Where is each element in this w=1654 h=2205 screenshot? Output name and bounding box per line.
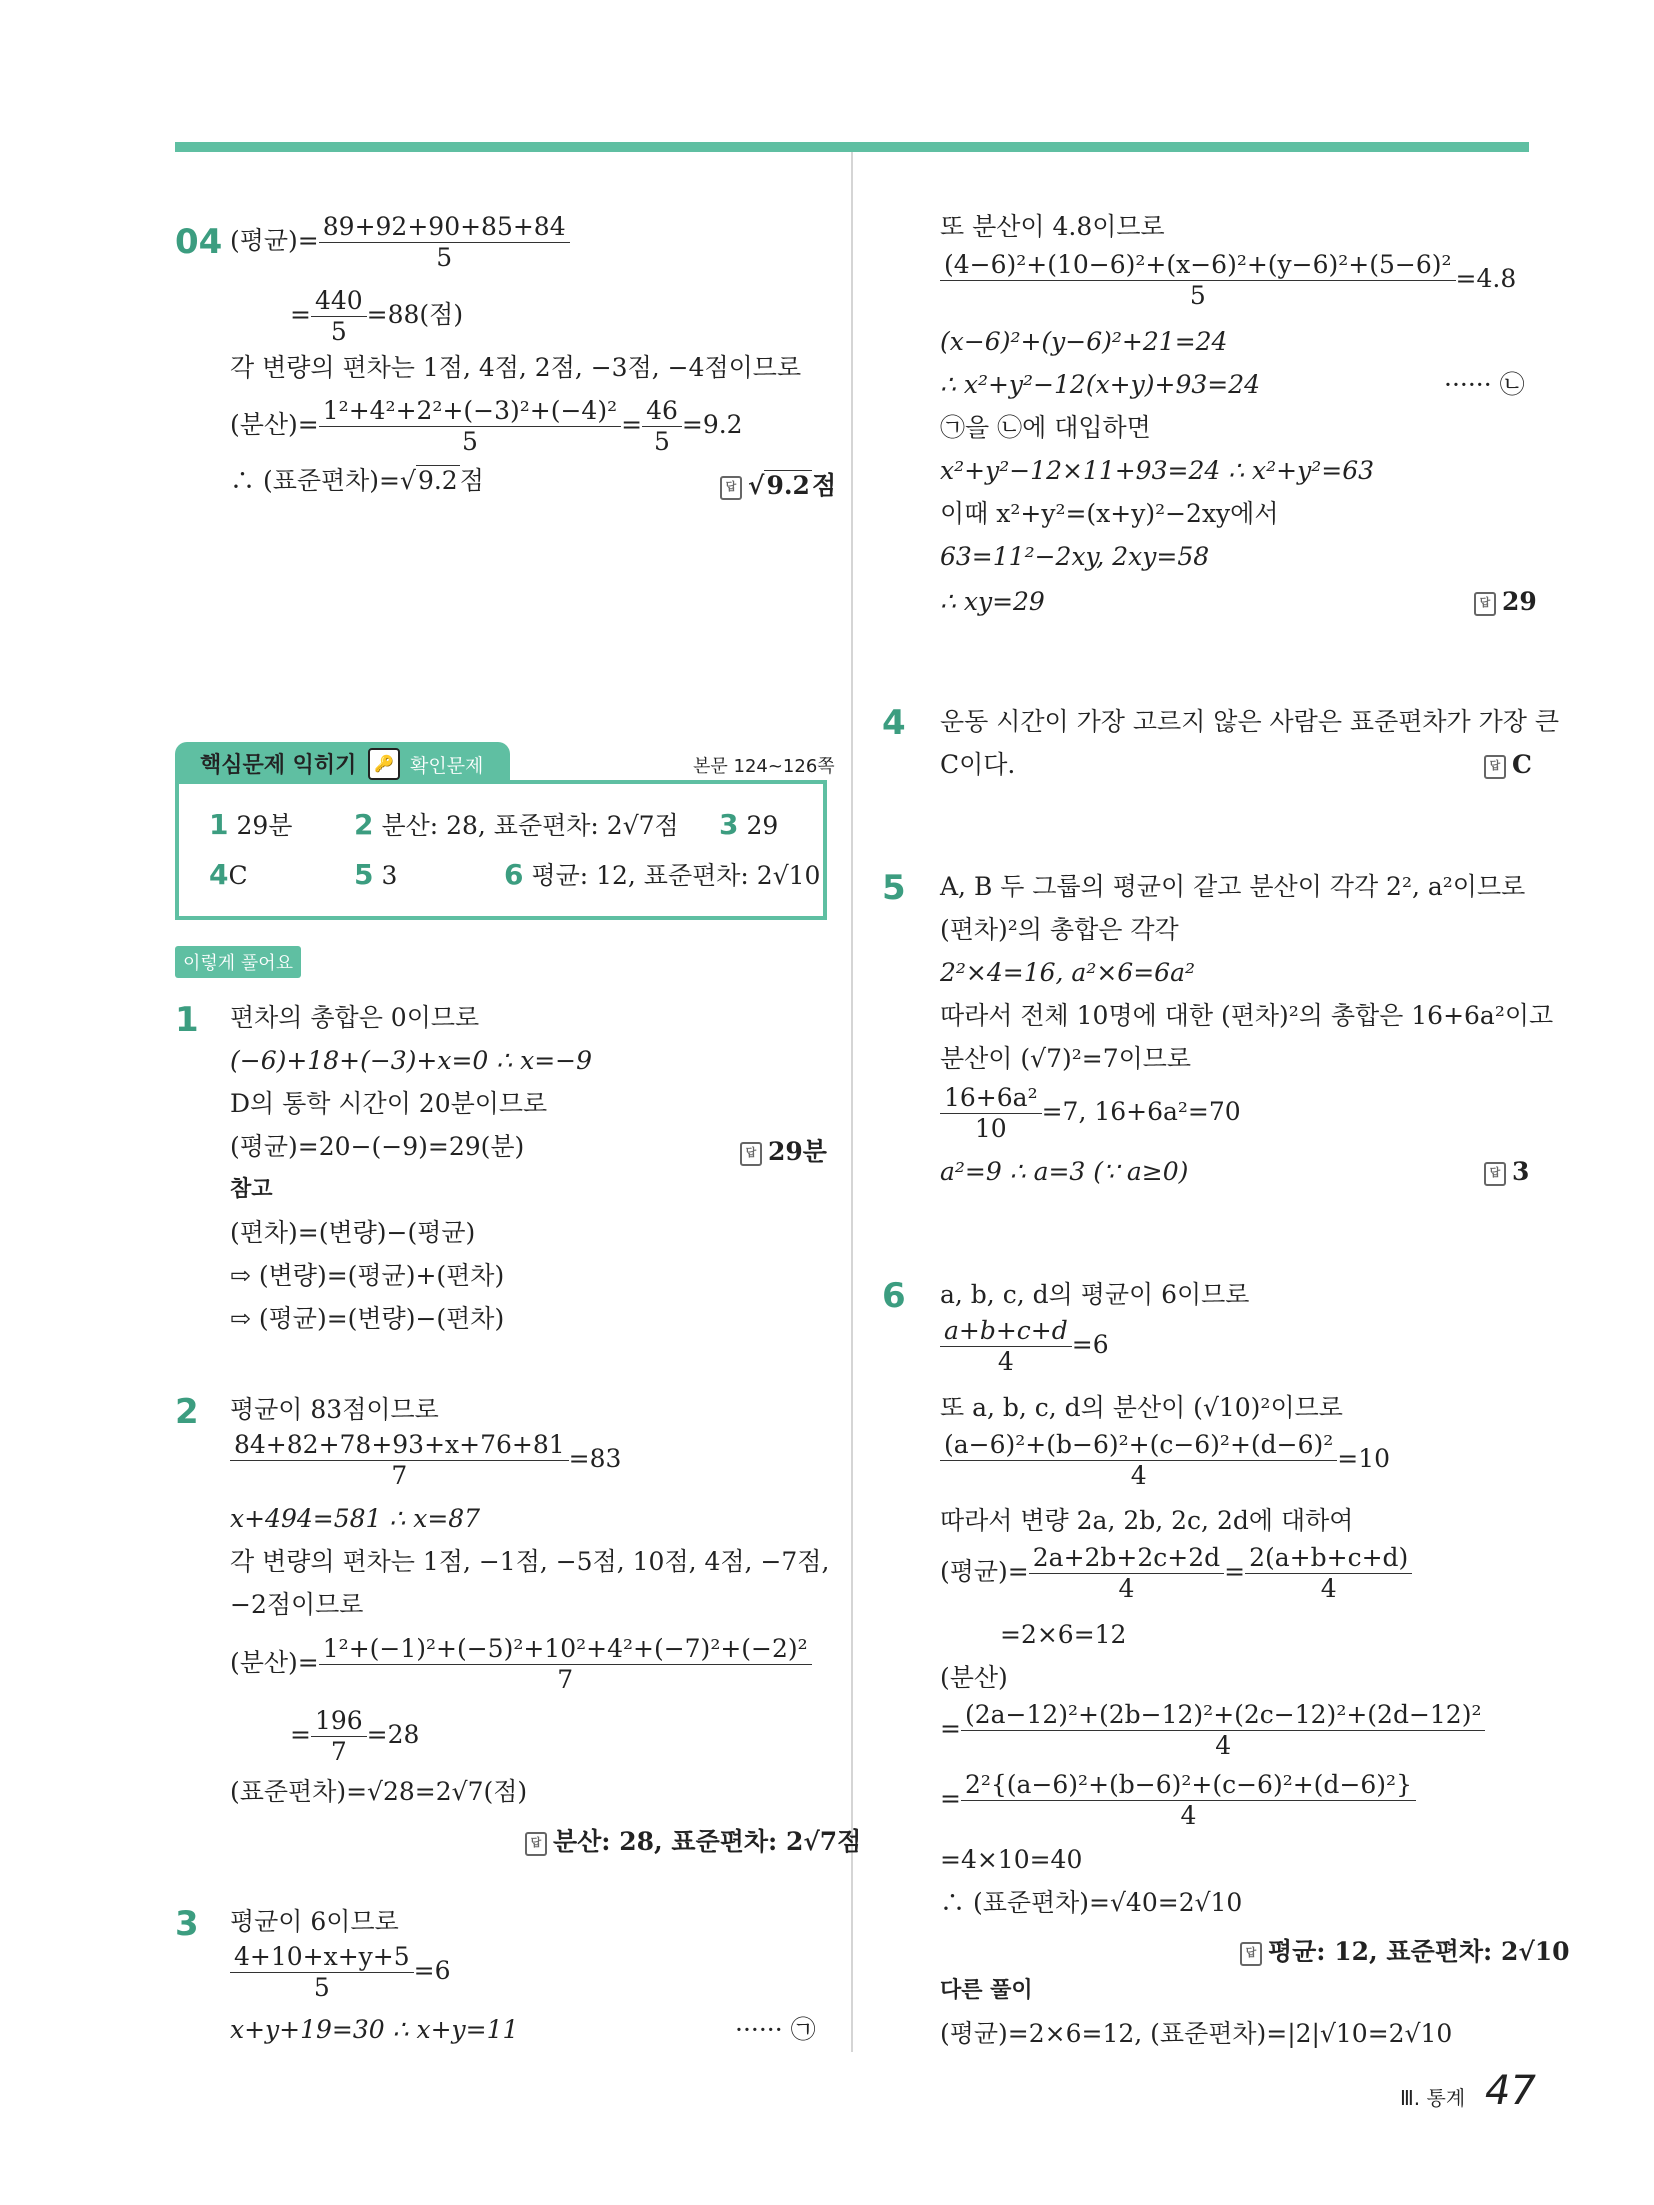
fraction-numerator: 2(a+b+c+d) xyxy=(1245,1543,1412,1574)
p2-line1: 평균이 83점이므로 xyxy=(230,1395,439,1424)
fraction xyxy=(940,250,1456,311)
answer-icon: 답 xyxy=(1484,755,1506,779)
fraction xyxy=(961,1770,1416,1831)
p6-mean-lhs: (평균)= xyxy=(940,1557,1029,1586)
answer-1: 29분 xyxy=(236,811,293,840)
fraction-numerator: 4+10+x+y+5 xyxy=(230,1942,414,1973)
p04-var-rest: =9.2 xyxy=(681,410,743,439)
fraction-denominator: 5 xyxy=(436,243,453,272)
p3-line1: 평균이 6이므로 xyxy=(230,1907,399,1936)
p2-var-lhs: (분산)= xyxy=(230,1648,319,1677)
p04-sd-pre: ∴ (표준편차)= xyxy=(230,466,401,495)
solution-badge: 이렇게 풀어요 xyxy=(175,946,301,978)
answer-icon: 답 xyxy=(1484,1162,1506,1186)
p2-variance2: = $\frac{196}{7}$ =28 xyxy=(290,1706,420,1766)
p2-variance xyxy=(230,1634,812,1695)
p04-answer: 답 √9.2점 xyxy=(720,466,836,502)
answer-icon: 답 xyxy=(740,1142,762,1166)
p04-sd-radicand: 9.2 xyxy=(417,466,458,495)
answer-3: 29 xyxy=(746,811,779,840)
p3-line8: ㉠을 ㉡에 대입하면 xyxy=(940,413,1151,442)
fraction xyxy=(961,1700,1486,1761)
p3-frac-rest: =6 xyxy=(413,1956,451,1985)
p4-line1: 운동 시간이 가장 고르지 않은 사람은 표준편차가 가장 큰 xyxy=(940,707,1560,736)
p5-answer-text: 3 xyxy=(1512,1157,1530,1186)
answer-2: 분산: 28, 표준편차: 2√7점 xyxy=(381,811,679,840)
p5-line7: a²=9 ∴ a=3 (∵ a≥0) xyxy=(940,1157,1189,1186)
p1-answer-text: 29분 xyxy=(768,1137,827,1166)
fraction xyxy=(319,212,570,273)
fraction xyxy=(1245,1543,1412,1604)
answer-box-subtitle: 확인문제 xyxy=(410,755,484,777)
p2-v2-rest: =28 xyxy=(366,1720,420,1749)
p6-answer-text: 평균: 12, 표준편차: 2√10 xyxy=(1268,1937,1570,1966)
p4-line2: C이다. xyxy=(940,750,1016,779)
p2-frac1 xyxy=(230,1430,621,1491)
p1-line1: 편차의 총합은 0이므로 xyxy=(230,1003,480,1032)
answer-4-number: 4 xyxy=(209,858,229,891)
p6-frac2 xyxy=(940,1430,1390,1491)
fraction-numerator: (2a−12)²+(2b−12)²+(2c−12)²+(2d−12)² xyxy=(961,1700,1486,1731)
answer-icon: 답 xyxy=(1474,592,1496,616)
p6-alt-line: (평균)=2×6=12, (표준편차)=|2|√10=2√10 xyxy=(940,2019,1453,2048)
fraction-numerator: 440 xyxy=(311,286,367,317)
p3-tag1: ······ ㉠ xyxy=(735,2015,816,2044)
p2-frac1-rest: =83 xyxy=(568,1444,622,1473)
p04-mean xyxy=(230,212,570,273)
p2-answer xyxy=(525,1822,861,1858)
fraction-numerator: 89+92+90+85+84 xyxy=(319,212,570,243)
p04-answer-radicand: 9.2 xyxy=(766,471,810,500)
p04-var-lhs: (분산)= xyxy=(230,410,319,439)
p3-line6: (x−6)²+(y−6)²+21=24 xyxy=(940,327,1228,356)
p5-answer xyxy=(1484,1157,1529,1186)
p6-line11: =4×10=40 xyxy=(940,1845,1083,1874)
fraction-denominator: 5 xyxy=(1189,281,1206,310)
answer-2-number: 2 xyxy=(354,808,374,841)
page-reference: 본문 124~126쪽 xyxy=(693,756,835,777)
p04-variance: (분산)= $\frac{\text{1²+4²+2²+(−3)²+(−4)²}}{5}$ = $\frac{46}{5}$ =9.2 xyxy=(230,396,743,456)
p1-ref-line1: (편차)=(변량)−(평균) xyxy=(230,1218,476,1247)
fraction xyxy=(642,396,682,457)
fraction xyxy=(940,1316,1072,1377)
p04-dev-text: 각 변량의 편차는 1점, 4점, 2점, −3점, −4점이므로 xyxy=(230,353,802,382)
fraction-denominator: 4 xyxy=(997,1347,1014,1376)
fraction xyxy=(319,1634,812,1695)
p3-line10: 이때 x²+y²=(x+y)²−2xy에서 xyxy=(940,499,1279,528)
p6-alt-label: 다른 풀이 xyxy=(940,1978,1033,2003)
p2-line5: −2점이므로 xyxy=(230,1590,364,1619)
fraction-numerator: 1²+4²+2²+(−3)²+(−4)² xyxy=(319,396,621,427)
problem-4-number: 4 xyxy=(882,703,906,743)
p6-line7: =2×6=12 xyxy=(1000,1620,1127,1649)
answer-6: 평균: 12, 표준편차: 2√10 xyxy=(531,861,821,890)
fraction-denominator: 4 xyxy=(1118,1574,1135,1603)
p3-line9: x²+y²−12×11+93=24 ∴ x²+y²=63 xyxy=(940,456,1375,485)
p1-ref-line2: ⇨ (변량)=(평균)+(편차) xyxy=(230,1261,505,1290)
p3-answer xyxy=(1474,587,1537,616)
fraction-denominator: 4 xyxy=(1320,1574,1337,1603)
problem-6-number: 6 xyxy=(882,1276,906,1316)
fraction-denominator: 10 xyxy=(974,1114,1007,1143)
fraction-denominator: 5 xyxy=(654,427,670,456)
answer-4: C xyxy=(228,861,248,890)
p04-answer-unit: 점 xyxy=(811,471,837,500)
p04-eq2-rest: =88(점) xyxy=(366,300,464,329)
answer-box-title: 핵심문제 익히기 xyxy=(200,753,357,778)
p3-line4: 또 분산이 4.8이므로 xyxy=(940,212,1165,241)
fraction xyxy=(940,1430,1337,1491)
fraction-numerator: a+b+c+d xyxy=(940,1316,1072,1347)
p5-frac xyxy=(940,1083,1241,1144)
p6-mean: (평균)= $\frac{2a+2b+2c+2d}{4}$ = $\frac{2(a+b+c+d)}{4}$ xyxy=(940,1543,1412,1604)
p6-frac2-rest: =10 xyxy=(1337,1444,1391,1473)
p3-line3: x+y+19=30 ∴ x+y=11 xyxy=(230,2015,519,2044)
p1-line3: D의 통학 시간이 20분이므로 xyxy=(230,1089,548,1118)
answer-icon: 답 xyxy=(720,476,742,500)
p6-line8: (분산) xyxy=(940,1663,1008,1692)
p2-line3: x+494=581 ∴ x=87 xyxy=(230,1504,481,1533)
p3-var-rest: =4.8 xyxy=(1455,264,1517,293)
p5-line2: (편차)²의 총합은 각각 xyxy=(940,915,1179,944)
p04-mean-lhs: (평균)= xyxy=(230,226,319,255)
fraction-denominator: 4 xyxy=(1130,1461,1147,1490)
p6-var2: = $\frac{\text{2²\{(a−6)²+(b−6)²+(c−6)²+(d−6)²\}}}{4}$ xyxy=(940,1770,1416,1831)
answer-icon: 답 xyxy=(525,1832,547,1856)
answer-1-number: 1 xyxy=(209,808,229,841)
fraction-numerator: 196 xyxy=(311,1706,367,1737)
p1-line2: (−6)+18+(−3)+x=0 ∴ x=−9 xyxy=(230,1046,593,1075)
fraction xyxy=(1029,1543,1224,1604)
p6-line5: 따라서 변량 2a, 2b, 2c, 2d에 대하여 xyxy=(940,1506,1354,1535)
fraction-denominator: 4 xyxy=(1180,1801,1197,1830)
p1-reference-label: 참고 xyxy=(230,1177,273,1202)
p6-answer xyxy=(1240,1932,1570,1968)
fraction-denominator: 5 xyxy=(330,317,347,346)
p3-line7: ∴ x²+y²−12(x+y)+93=24 xyxy=(940,370,1261,399)
fraction xyxy=(940,1083,1042,1144)
fraction-numerator: 2²{(a−6)²+(b−6)²+(c−6)²+(d−6)²} xyxy=(961,1770,1416,1801)
p4-answer xyxy=(1484,750,1532,779)
p3-line12: ∴ xy=29 xyxy=(940,587,1045,616)
problem-04-number: 04 xyxy=(175,222,223,262)
fraction xyxy=(230,1942,414,2003)
p5-line5: 분산이 (√7)²=7이므로 xyxy=(940,1044,1192,1073)
p5-line3: 2²×4=16, a²×6=6a² xyxy=(940,958,1195,987)
p5-line4: 따라서 전체 10명에 대한 (편차)²의 총합은 16+6a²이고 xyxy=(940,1001,1554,1030)
p6-line12: ∴ (표준편차)=√40=2√10 xyxy=(940,1888,1243,1917)
p3-line11: 63=11²−2xy, 2xy=58 xyxy=(940,542,1210,571)
fraction-numerator: 46 xyxy=(642,396,682,427)
p4-answer-text: C xyxy=(1512,750,1532,779)
fraction-numerator: 84+82+78+93+x+76+81 xyxy=(230,1430,569,1461)
p3-var-frac xyxy=(940,250,1516,311)
fraction-numerator: (a−6)²+(b−6)²+(c−6)²+(d−6)² xyxy=(940,1430,1337,1461)
p04-sd: ∴ (표준편차)=√9.2점 xyxy=(230,466,484,495)
fraction xyxy=(311,1706,367,1767)
p04-sd-post: 점 xyxy=(459,466,484,495)
fraction-numerator: 16+6a² xyxy=(940,1083,1042,1114)
footer-section: Ⅲ. 통계 xyxy=(1400,2086,1466,2110)
page-number: 47 xyxy=(1485,2068,1536,2114)
fraction-denominator: 7 xyxy=(391,1461,408,1490)
answer-3-number: 3 xyxy=(719,808,739,841)
problem-2-number: 2 xyxy=(175,1392,199,1432)
fraction-numerator: 2a+2b+2c+2d xyxy=(1029,1543,1224,1574)
fraction-numerator: (4−6)²+(10−6)²+(x−6)²+(y−6)²+(5−6)² xyxy=(940,250,1456,281)
p04-eq2: = $\frac{440}{5}$ =88(점) xyxy=(290,286,464,346)
p2-line4: 각 변량의 편차는 1점, −1점, −5점, 10점, 4점, −7점, xyxy=(230,1547,830,1576)
answer-5-number: 5 xyxy=(354,858,374,891)
fraction-numerator: 1²+(−1)²+(−5)²+10²+4²+(−7)²+(−2)² xyxy=(319,1634,812,1665)
p6-frac1 xyxy=(940,1316,1109,1377)
p3-frac xyxy=(230,1942,451,2003)
p6-frac1-rest: =6 xyxy=(1071,1330,1109,1359)
p2-sd: (표준편차)=√28=2√7(점) xyxy=(230,1777,528,1806)
fraction-denominator: 4 xyxy=(1215,1731,1232,1760)
fraction xyxy=(319,396,621,457)
key-icon: 🔑 xyxy=(368,748,400,780)
p3-answer-text: 29 xyxy=(1502,587,1537,616)
fraction-denominator: 7 xyxy=(330,1737,347,1766)
p5-frac-rest: =7, 16+6a²=70 xyxy=(1041,1097,1241,1126)
problem-5-number: 5 xyxy=(882,868,906,908)
fraction-denominator: 5 xyxy=(461,427,478,456)
top-accent-bar xyxy=(175,142,1529,152)
column-divider xyxy=(851,152,853,2052)
problem-1-number: 1 xyxy=(175,1000,199,1040)
quick-answer-box xyxy=(175,780,827,920)
p1-ref-line3: ⇨ (평균)=(변량)−(편차) xyxy=(230,1304,505,1333)
p6-line1: a, b, c, d의 평균이 6이므로 xyxy=(940,1280,1250,1309)
p2-answer-text: 분산: 28, 표준편차: 2√7점 xyxy=(553,1827,862,1856)
p6-var1: = $\frac{\text{(2a−12)²+(2b−12)²+(2c−12)²+(2d−12)²}}{4}$ xyxy=(940,1700,1485,1761)
p6-line3: 또 a, b, c, d의 분산이 (√10)²이므로 xyxy=(940,1393,1343,1422)
p5-line1: A, B 두 그룹의 평균이 같고 분산이 각각 2², a²이므로 xyxy=(940,872,1526,901)
p1-answer xyxy=(740,1132,827,1168)
answer-icon: 답 xyxy=(1240,1942,1262,1966)
p3-tag2: ······ ㉡ xyxy=(1444,370,1525,399)
fraction-denominator: 7 xyxy=(557,1665,574,1694)
answer-5: 3 xyxy=(381,861,398,890)
fraction-denominator: 5 xyxy=(313,1973,330,2002)
fraction xyxy=(311,286,367,347)
fraction xyxy=(230,1430,569,1491)
p1-line4: (평균)=20−(−9)=29(분) xyxy=(230,1132,525,1161)
answer-6-number: 6 xyxy=(504,858,524,891)
problem-3-number: 3 xyxy=(175,1904,199,1944)
